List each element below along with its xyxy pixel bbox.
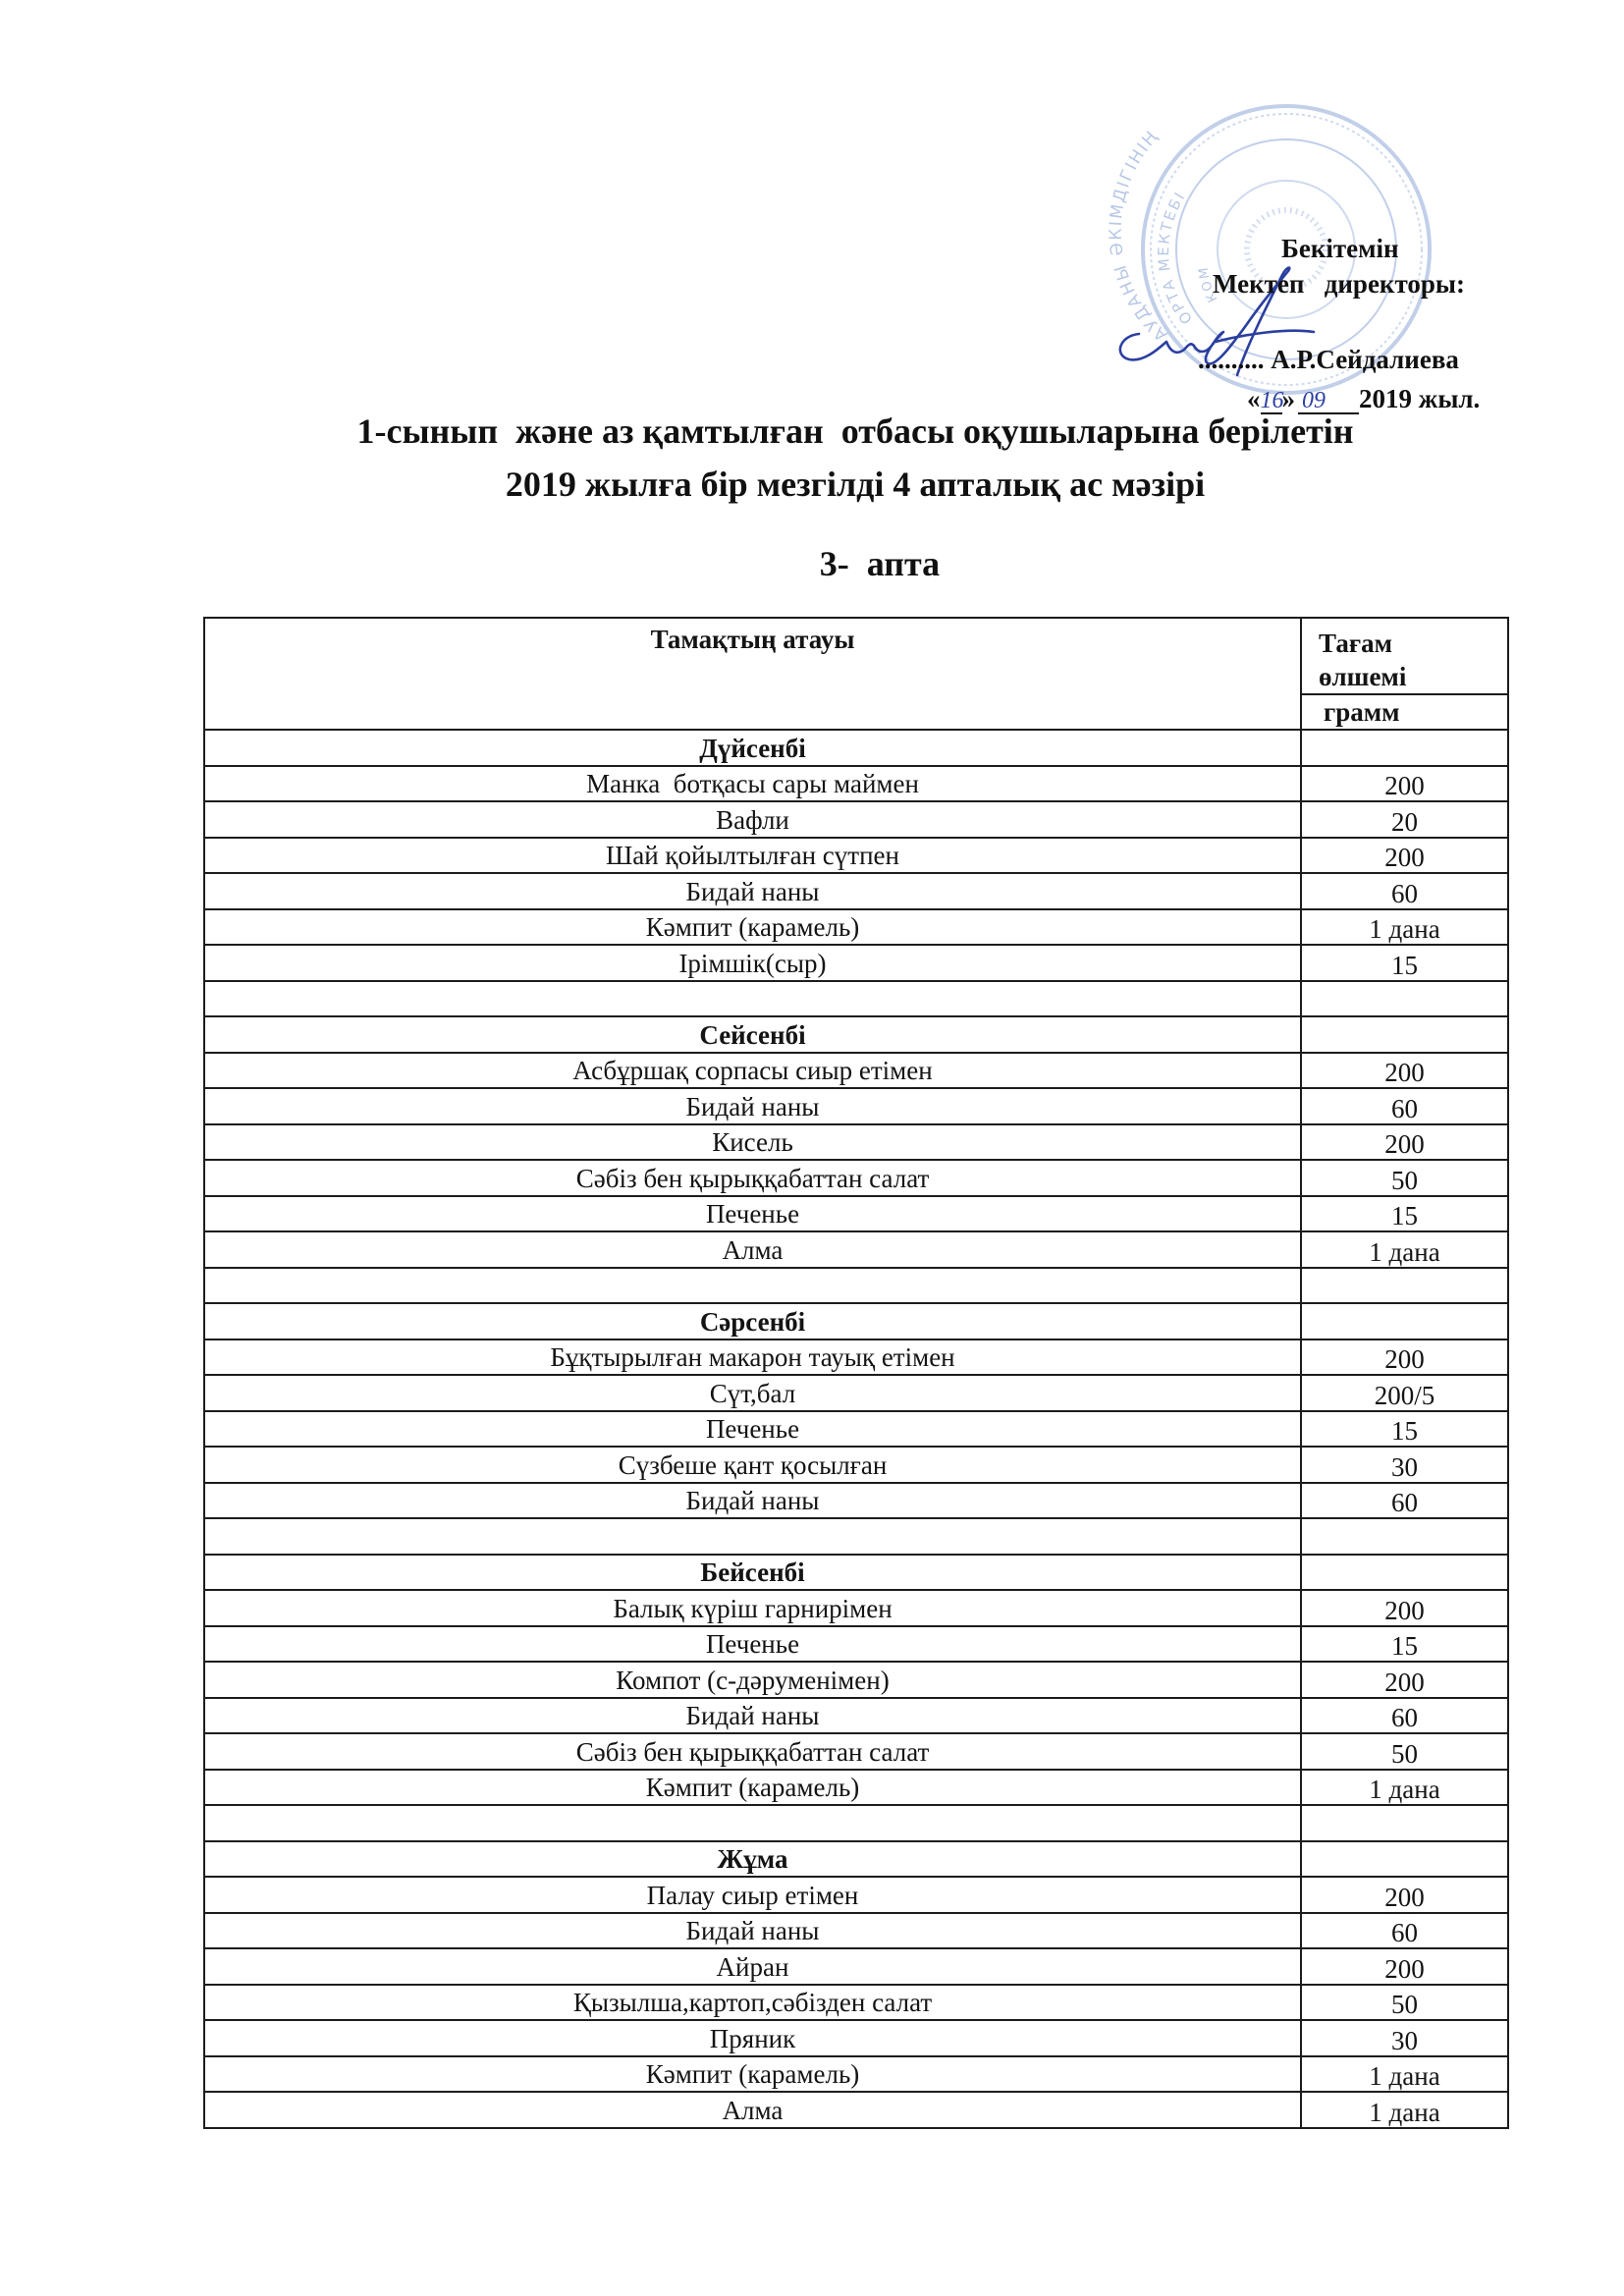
dish-amount: 200	[1301, 1948, 1508, 1985]
table-row	[204, 1053, 1508, 1089]
table-header-row	[204, 618, 1508, 694]
date-day-handwritten: 16	[1260, 388, 1284, 413]
dish-name: Кәмпит (карамель)	[204, 909, 1301, 946]
table-row	[204, 801, 1508, 838]
blank-cell	[204, 1268, 1301, 1304]
table-row	[204, 1948, 1508, 1985]
dish-name: Шай қойылтылған сүтпен	[204, 838, 1301, 874]
dish-amount: 200/5	[1301, 1375, 1508, 1411]
blank-cell	[1301, 1518, 1508, 1555]
table-row	[204, 2092, 1508, 2128]
day-name: Сәрсенбі	[204, 1303, 1301, 1339]
day-name: Дүйсенбі	[204, 730, 1301, 766]
table-row	[204, 1411, 1508, 1448]
table-row	[204, 2056, 1508, 2093]
dish-name: Алма	[204, 1231, 1301, 1268]
table-row	[204, 1985, 1508, 2021]
dish-name: Айран	[204, 1948, 1301, 1985]
blank-separator-row	[204, 1518, 1508, 1555]
dish-name: Манка ботқасы сары маймен	[204, 766, 1301, 802]
dish-name: Печенье	[204, 1411, 1301, 1448]
seal-text-inner2: КОМ	[1196, 264, 1221, 304]
dish-amount: 30	[1301, 2020, 1508, 2056]
table-row	[204, 1626, 1508, 1663]
dish-amount: 1 дана	[1301, 1770, 1508, 1806]
dish-amount: 200	[1301, 766, 1508, 802]
dish-name: Печенье	[204, 1196, 1301, 1232]
dish-name: Балық күріш гарнирімен	[204, 1590, 1301, 1626]
dish-name: Бидай наны	[204, 1483, 1301, 1519]
dish-amount: 60	[1301, 1913, 1508, 1949]
table-row	[204, 1231, 1508, 1268]
header-portion-size-line2: өлшемі	[1319, 662, 1407, 691]
dish-name: Бидай наны	[204, 1698, 1301, 1734]
menu-table-body	[204, 618, 1508, 2128]
dish-amount: 1 дана	[1301, 2056, 1508, 2093]
blank-separator-row	[204, 1268, 1508, 1304]
dish-amount: 15	[1301, 945, 1508, 981]
date-month-handwritten: 09	[1298, 389, 1359, 414]
seal-text-inner: ОРТА МЕКТЕБІ	[1154, 188, 1197, 328]
table-row	[204, 1088, 1508, 1124]
day-row	[204, 1016, 1508, 1053]
dish-amount: 200	[1301, 1339, 1508, 1376]
menu-table	[203, 617, 1509, 2129]
dish-amount: 200	[1301, 1662, 1508, 1698]
day-row	[204, 730, 1508, 766]
blank-cell	[1301, 981, 1508, 1017]
table-row	[204, 1483, 1508, 1519]
dish-amount: 15	[1301, 1626, 1508, 1663]
header-portion-size-line1: Тағам	[1319, 629, 1392, 658]
blank-separator-row	[204, 1805, 1508, 1841]
dish-name: Вафли	[204, 801, 1301, 838]
table-row	[204, 873, 1508, 909]
approval-signatory	[1198, 345, 1459, 374]
dish-name: Бұқтырылған макарон тауық етімен	[204, 1339, 1301, 1376]
header-unit: грамм	[1301, 694, 1508, 730]
day-name: Жұма	[204, 1841, 1301, 1878]
approval-title: Бекітемін	[1281, 234, 1399, 263]
day-name: Бейсенбі	[204, 1555, 1301, 1591]
table-row	[204, 1375, 1508, 1411]
date-quote-open: «	[1247, 384, 1261, 413]
dish-name: Асбұршақ сорпасы сиыр етімен	[204, 1053, 1301, 1089]
seal-text-outer: АУДАНЫ ӘКІМДІГІНІҢ	[1106, 126, 1172, 346]
dish-amount: 50	[1301, 1733, 1508, 1770]
table-row	[204, 1698, 1508, 1734]
director-name: А.Р.Сейдалиева	[1271, 345, 1459, 374]
dish-amount: 60	[1301, 1698, 1508, 1734]
week-label: 3- апта	[819, 544, 941, 583]
dish-amount: 30	[1301, 1447, 1508, 1483]
dish-name: Ірімшік(сыр)	[204, 945, 1301, 981]
table-row	[204, 1662, 1508, 1698]
dish-name: Пряник	[204, 2020, 1301, 2056]
day-amount-empty	[1301, 1555, 1508, 1591]
header-dish-name: Тамақтың атауы	[204, 618, 1301, 730]
blank-cell	[204, 981, 1301, 1017]
header-portion-size	[1301, 618, 1508, 694]
table-row	[204, 945, 1508, 981]
table-row	[204, 1770, 1508, 1806]
table-row	[204, 1160, 1508, 1196]
blank-cell	[204, 1805, 1301, 1841]
table-row	[204, 1590, 1508, 1626]
dish-amount: 1 дана	[1301, 2092, 1508, 2128]
dish-amount: 50	[1301, 1160, 1508, 1196]
date-year: 2019 жыл.	[1359, 384, 1481, 413]
document-title-line-2: 2019 жылға бір мезгілді 4 апталық ас мәзірі	[505, 465, 1206, 504]
dish-name: Печенье	[204, 1626, 1301, 1663]
dish-name: Компот (с-дәруменімен)	[204, 1662, 1301, 1698]
dish-amount: 200	[1301, 1124, 1508, 1161]
dish-amount: 20	[1301, 801, 1508, 838]
table-row	[204, 1196, 1508, 1232]
table-row	[204, 838, 1508, 874]
dish-name: Кәмпит (карамель)	[204, 1770, 1301, 1806]
dish-amount: 15	[1301, 1196, 1508, 1232]
day-row	[204, 1555, 1508, 1591]
table-row	[204, 1913, 1508, 1949]
dish-name: Сүт,бал	[204, 1375, 1301, 1411]
approval-date	[1247, 384, 1480, 414]
dish-amount: 200	[1301, 1053, 1508, 1089]
day-amount-empty	[1301, 730, 1508, 766]
table-row	[204, 1733, 1508, 1770]
table-row	[204, 1877, 1508, 1913]
table-row	[204, 766, 1508, 802]
date-quote-close: »	[1281, 384, 1295, 413]
table-row	[204, 909, 1508, 946]
document-title-line-1: 1-сынып және аз қамтылған отбасы оқушыларына берілетін	[356, 411, 1354, 451]
day-name: Сейсенбі	[204, 1016, 1301, 1053]
table-row	[204, 1124, 1508, 1161]
dish-amount: 200	[1301, 838, 1508, 874]
day-row	[204, 1303, 1508, 1339]
dish-amount: 60	[1301, 1088, 1508, 1124]
dish-name: Сәбіз бен қырыққабаттан салат	[204, 1733, 1301, 1770]
dish-amount: 15	[1301, 1411, 1508, 1448]
day-amount-empty	[1301, 1841, 1508, 1878]
approval-position: Мектеп директоры:	[1213, 269, 1465, 299]
dish-amount: 50	[1301, 1985, 1508, 2021]
dish-name: Бидай наны	[204, 1088, 1301, 1124]
dish-amount: 60	[1301, 1483, 1508, 1519]
dish-amount: 200	[1301, 1877, 1508, 1913]
dish-name: Бидай наны	[204, 873, 1301, 909]
blank-cell	[1301, 1268, 1508, 1304]
signature-blank: ..........	[1198, 345, 1265, 374]
dish-name: Сүзбеше қант қосылған	[204, 1447, 1301, 1483]
dish-name: Қызылша,картоп,сәбізден салат	[204, 1985, 1301, 2021]
day-row	[204, 1841, 1508, 1878]
dish-name: Сәбіз бен қырыққабаттан салат	[204, 1160, 1301, 1196]
dish-name: Кисель	[204, 1124, 1301, 1161]
dish-name: Палау сиыр етімен	[204, 1877, 1301, 1913]
table-row	[204, 1339, 1508, 1376]
day-amount-empty	[1301, 1303, 1508, 1339]
svg-text:ОРТА МЕКТЕБІ	[1155, 188, 1196, 327]
dish-amount: 1 дана	[1301, 1231, 1508, 1268]
dish-name: Кәмпит (карамель)	[204, 2056, 1301, 2093]
blank-cell	[1301, 1805, 1508, 1841]
blank-cell	[204, 1518, 1301, 1555]
dish-amount: 1 дана	[1301, 909, 1508, 946]
dish-amount: 60	[1301, 873, 1508, 909]
dish-name: Алма	[204, 2092, 1301, 2128]
day-amount-empty	[1301, 1016, 1508, 1053]
blank-separator-row	[204, 981, 1508, 1017]
table-row	[204, 2020, 1508, 2056]
dish-name: Бидай наны	[204, 1913, 1301, 1949]
table-row	[204, 1447, 1508, 1483]
dish-amount: 200	[1301, 1590, 1508, 1626]
